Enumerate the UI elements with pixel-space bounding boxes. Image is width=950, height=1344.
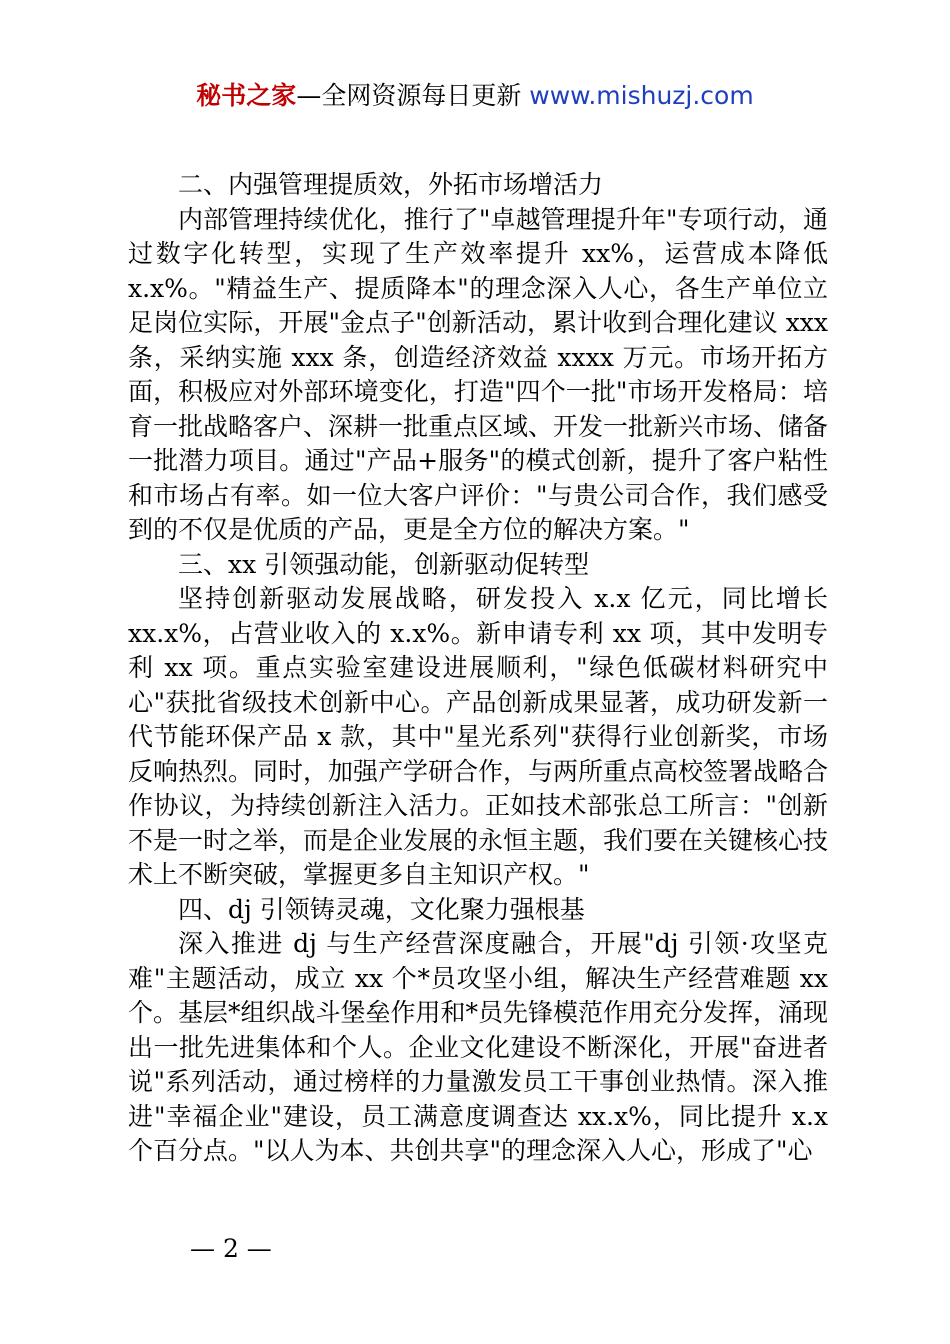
page-number: — 2 —: [190, 1234, 272, 1263]
section-paragraph: 内部管理持续优化，推行了"卓越管理提升年"专项行动，通过数字化转型，实现了生产效率提升 xx%，运营成本降低 x.x%。"精益生产、提质降本"的理念深入人心，各生产单位立足岗位实际，开展"金点子"创新活动，累计收到合理化建议 xxx 条，采纳实施 xxx 条，创造经济效益 xxxx 万元。市场开拓方面，积极应对外部环境变化，打造"四个一批"市场开发格局：培育一批战略客户、深耕一批重点区域、开发一批新兴市场、储备一批潜力项目。通过"产品+服务"的模式创新，提升了客户粘性和市场占有率。如一位大客户评价："与贵公司合作，我们感受到的不仅是优质的产品，更是全方位的解决方案。": [128, 204, 829, 544]
section-heading: 二、内强管理提质效，外拓市场增活力: [178, 170, 604, 199]
document-body: [128, 168, 828, 1169]
section-paragraph: 坚持创新驱动发展战略，研发投入 x.x 亿元，同比增长 xx.x%，占营业收入的 x.x%。新申请专利 xx 项，其中发明专利 xx 项。重点实验室建设进展顺利，"绿色低碳材料研究中心"获批省级技术创新中心。产品创新成果显著，成功研发新一代节能环保产品 x 款，其中"星光系列"获得行业创新奖，市场反响热烈。同时，加强产学研合作，与两所重点高校签署战略合作协议，为持续创新注入活力。正如技术部张总工所言："创新不是一时之举，而是企业发展的永恒主题，我们要在关键核心技术上不断突破，掌握更多自主知识产权。": [128, 584, 829, 889]
site-url[interactable]: www.mishuzj.com: [529, 81, 754, 110]
section-paragraph: 深入推进 dj 与生产经营深度融合，开展"dj 引领·攻坚克难"主题活动，成立 xx 个*员攻坚小组，解决生产经营难题 xx 个。基层*组织战斗堡垒作用和*员先锋模范作用充分发挥，涌现出一批先进集体和个人。企业文化建设不断深化，开展"奋进者说"系列活动，通过榜样的力量激发员工干事创业热情。深入推进"幸福企业"建设，员工满意度调查达 xx.x%，同比提升 x.x 个百分点。"以人为本、共创共享"的理念深入人心，形成了"心: [128, 929, 829, 1165]
section-heading: 四、dj 引领铸灵魂，文化聚力强根基: [178, 894, 585, 924]
site-header: [0, 78, 950, 114]
section-heading: 三、xx 引领强动能，创新驱动促转型: [178, 549, 590, 579]
header-slogan: —全网资源每日更新: [296, 81, 522, 110]
brand-name: 秘书之家: [196, 81, 297, 110]
